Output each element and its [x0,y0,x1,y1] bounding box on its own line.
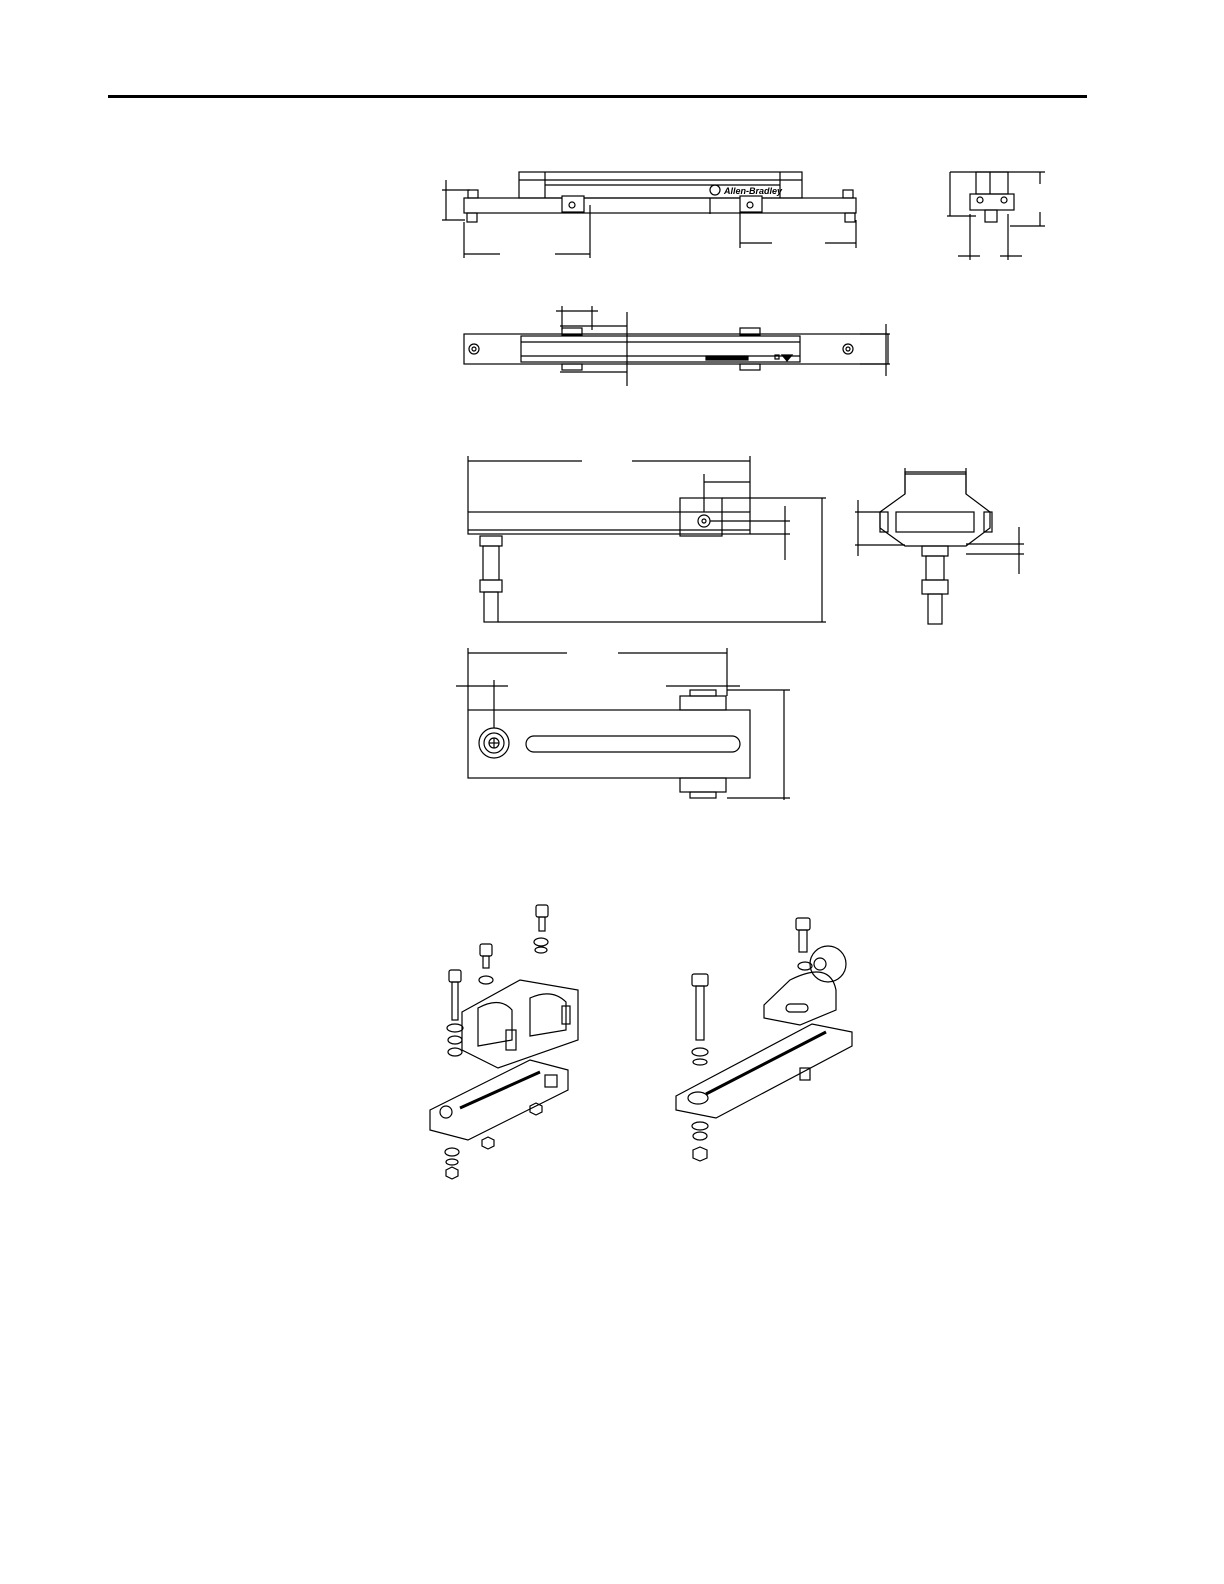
bracket-top-view [456,648,790,800]
light-curtain-top-view [464,306,890,386]
bracket-side-view [855,468,1024,624]
light-curtain-front-view [442,172,856,258]
bracket-front-view [468,456,826,622]
brand-logo-text: Allen-Bradley [724,186,783,196]
bracket-isometric-exploded-left [430,905,578,1179]
bracket-isometric-exploded-right [676,918,852,1161]
light-curtain-side-view [947,172,1045,260]
